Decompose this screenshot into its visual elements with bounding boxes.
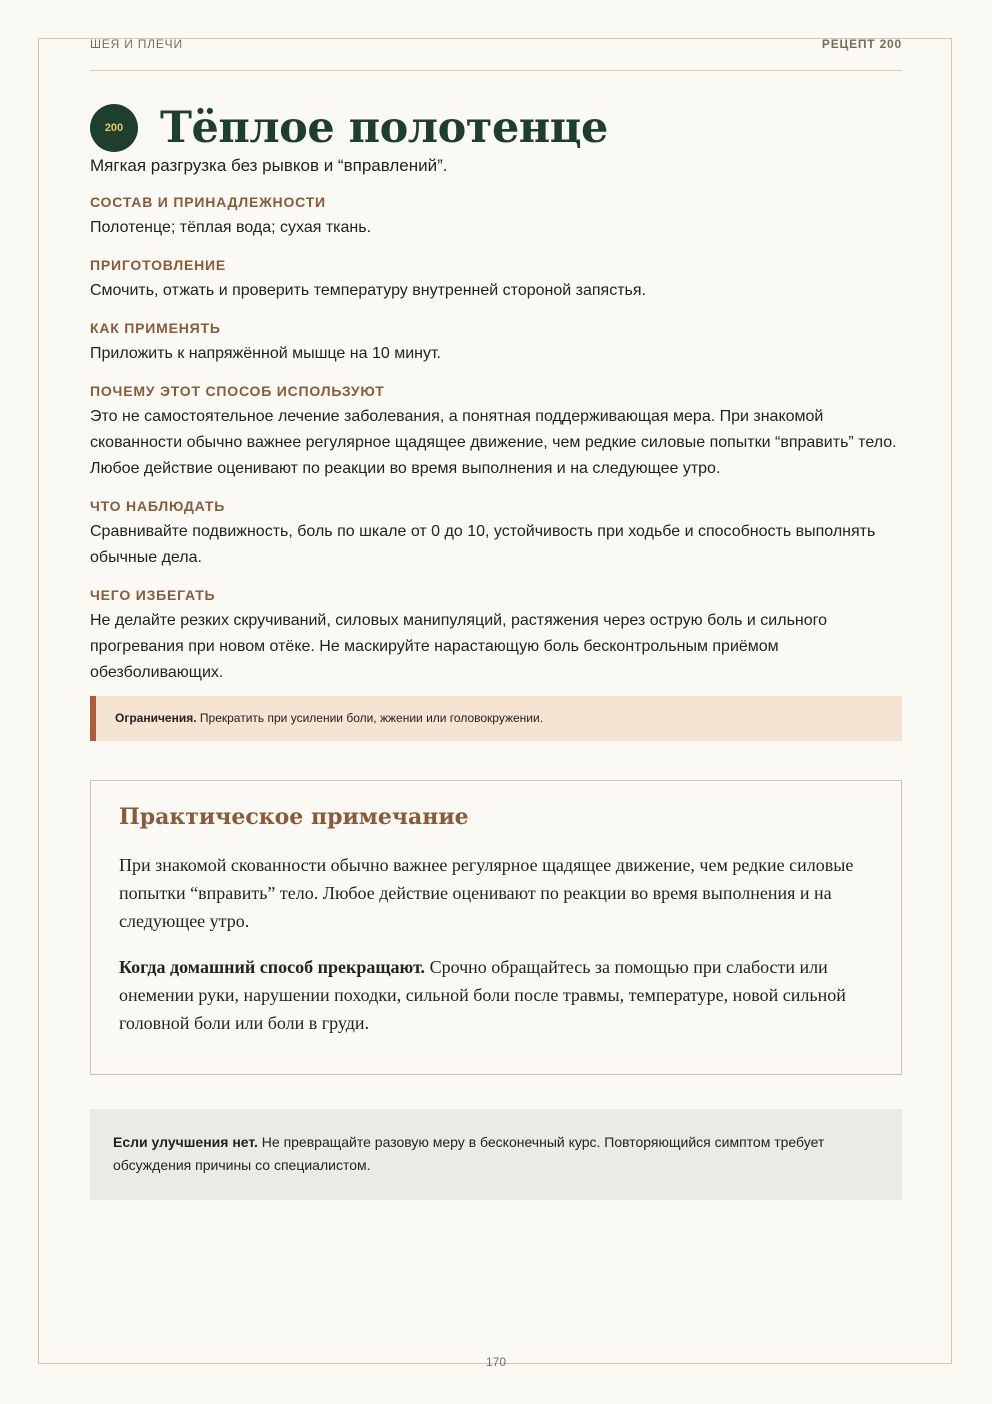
- recipe-sections: [90, 192, 902, 700]
- section-name: ШЕЯ И ПЛЕЧИ: [90, 37, 183, 51]
- running-header: [90, 37, 902, 51]
- section-heading-why: ПОЧЕМУ ЭТОТ СПОСОБ ИСПОЛЬЗУЮТ: [90, 383, 385, 399]
- stop-conditions-text: Срочно обращайтесь за помощью при слабости или онемении руки, нарушении походки, сильной боли после травмы, температуре, новой сильной головной боли или боли в груди.: [119, 957, 846, 1033]
- section-text-why: Это не самостоятельное лечение заболевания, а понятная поддерживающая мера. При знакомой скованности обычно важнее регулярное щадящее движение, чем редкие силовые попытки “вправить” тело. Любое действие оценивают по реакции во время выполнения и на следующее утро.: [90, 408, 897, 477]
- practical-note-box: [90, 780, 902, 1075]
- recipe-number-badge: 200: [90, 104, 138, 152]
- section-text-usage: Приложить к напряжённой мышце на 10 минут.: [90, 345, 441, 362]
- page-title: Тёплое полотенце: [160, 103, 608, 153]
- practical-note-paragraph: При знакомой скованности обычно важнее регулярное щадящее движение, чем редкие силовые попытки “вправить” тело. Любое действие оценивают по реакции во время выполнения и на следующее утро.: [119, 855, 854, 931]
- page-number: 170: [485, 1355, 507, 1369]
- limitations-label: Ограничения.: [115, 711, 197, 725]
- page-subtitle: Мягкая разгрузка без рывков и “вправлений”.: [90, 156, 448, 175]
- section-heading-ingredients: СОСТАВ И ПРИНАДЛЕЖНОСТИ: [90, 194, 326, 210]
- section-text-preparation: Смочить, отжать и проверить температуру внутренней стороной запястья.: [90, 282, 646, 299]
- stop-conditions-paragraph: [119, 953, 873, 1037]
- section-text-observe: Сравнивайте подвижность, боль по шкале от 0 до 10, устойчивость при ходьбе и способность выполнять обычные дела.: [90, 523, 876, 566]
- practical-note-heading: Практическое примечание: [119, 804, 469, 830]
- limitations-text: Прекратить при усилении боли, жжении или головокружении.: [199, 711, 544, 725]
- section-text-avoid: Не делайте резких скручиваний, силовых манипуляций, растяжения через острую боль и сильного прогревания при новом отёке. Не маскируйте нарастающую боль бесконтрольным приёмом обезболивающих.: [90, 612, 828, 681]
- title-row: [90, 100, 608, 156]
- section-heading-preparation: ПРИГОТОВЛЕНИЕ: [90, 257, 227, 273]
- stop-conditions-label: Когда домашний способ прекращают.: [119, 957, 426, 977]
- no-improvement-text: Не превращайте разовую меру в бесконечный курс. Повторяющийся симптом требует обсуждения причины со специалистом.: [113, 1134, 825, 1173]
- section-heading-observe: ЧТО НАБЛЮДАТЬ: [90, 498, 226, 514]
- section-heading-avoid: ЧЕГО ИЗБЕГАТЬ: [90, 587, 216, 603]
- header-divider: [90, 70, 902, 71]
- limitations-callout: [90, 696, 902, 741]
- section-heading-usage: КАК ПРИМЕНЯТЬ: [90, 320, 221, 336]
- recipe-label: РЕЦЕПТ 200: [821, 37, 902, 51]
- no-improvement-callout: [90, 1109, 902, 1200]
- section-text-ingredients: Полотенце; тёплая вода; сухая ткань.: [90, 219, 372, 236]
- no-improvement-label: Если улучшения нет.: [113, 1134, 258, 1150]
